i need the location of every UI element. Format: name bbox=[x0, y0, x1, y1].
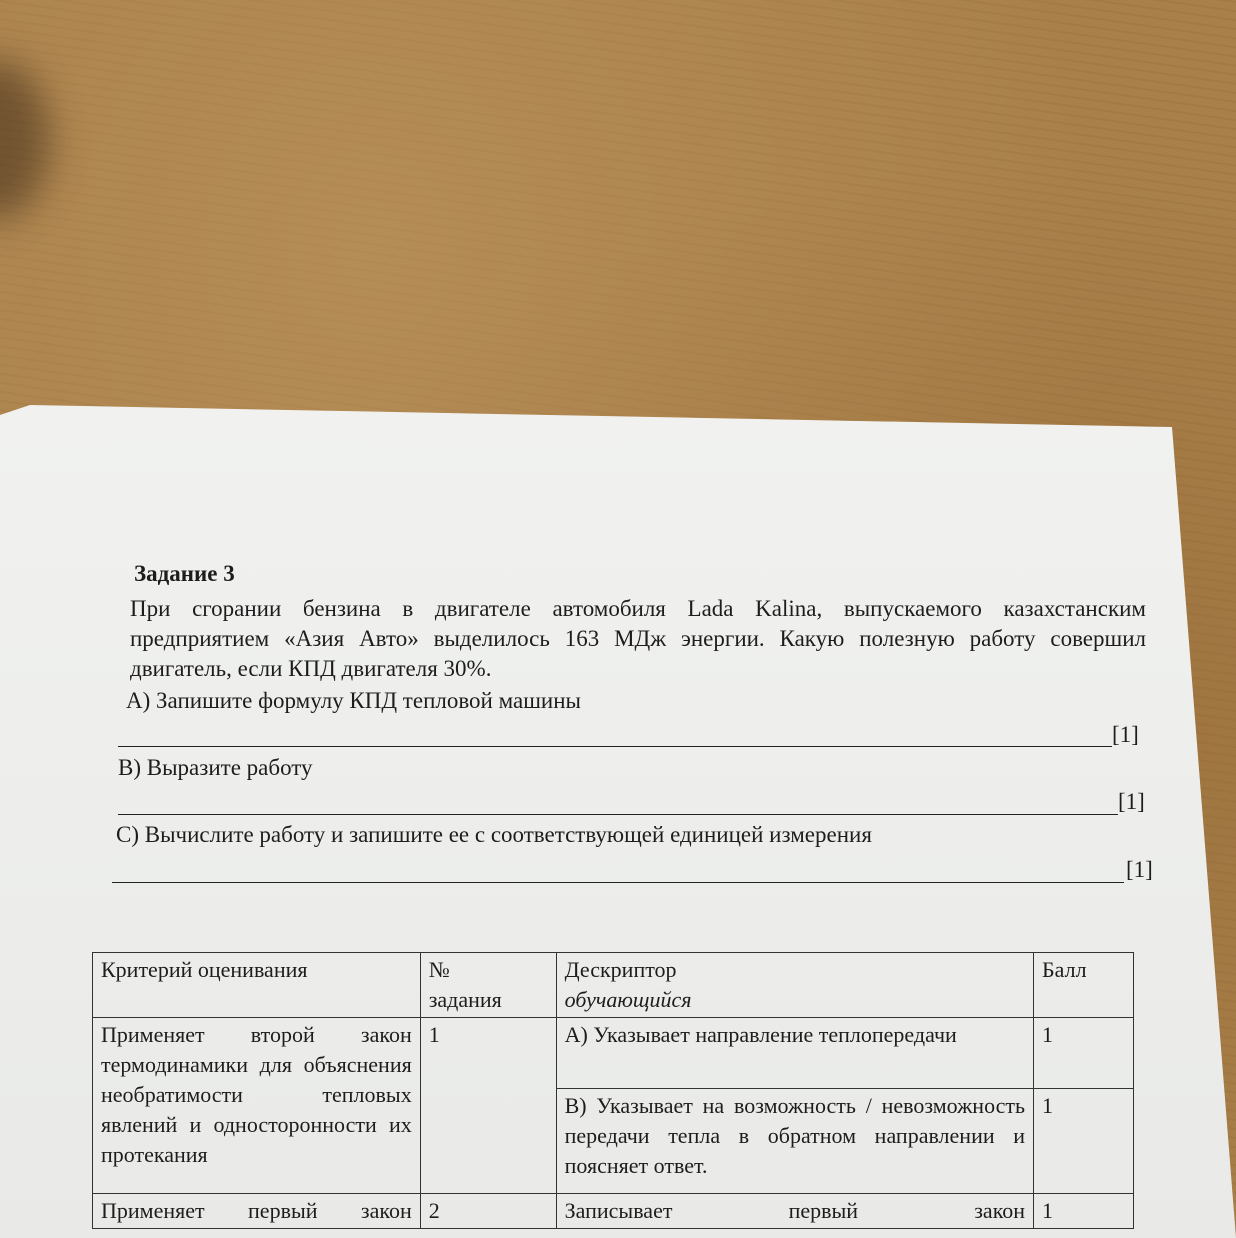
task-number-cell: 2 bbox=[420, 1194, 556, 1229]
header-descriptor-1: Дескриптор bbox=[564, 957, 677, 982]
task-title: Задание 3 bbox=[134, 561, 235, 586]
task-text: При сгорании бензина в двигателе автомобиля Lada Kalina, выпускаемого казахстанским предприятием «Азия Авто» выделилось 163 МДж энергии. Какую полезную работу совершил двигатель, если КПД двигателя 30%. bbox=[130, 596, 1146, 681]
table-header-row bbox=[93, 953, 1134, 1018]
header-descriptor-2: обучающийся bbox=[564, 987, 692, 1012]
header-points: Балл bbox=[1034, 953, 1134, 1018]
assessment-table bbox=[92, 952, 1134, 1229]
points-cell: 1 bbox=[1034, 1089, 1134, 1194]
header-criterion: Критерий оценивания bbox=[93, 953, 421, 1018]
descriptor-cell: Записывает первый закон bbox=[556, 1194, 1033, 1229]
answer-line-b[interactable] bbox=[118, 814, 1118, 815]
score-b: [1] bbox=[1118, 789, 1145, 814]
table-row bbox=[93, 1018, 1134, 1089]
question-a: A) Запишите формулу КПД тепловой машины bbox=[126, 688, 582, 713]
question-b: B) Выразите работу bbox=[118, 755, 313, 780]
question-c: C) Вычислите работу и запишите ее с соответствующей единицей измерения bbox=[116, 822, 872, 847]
answer-line-a[interactable] bbox=[118, 746, 1112, 747]
header-task-number-2: задания bbox=[428, 987, 502, 1012]
score-a: [1] bbox=[1112, 722, 1139, 747]
descriptor-cell: A) Указывает направление теплопередачи bbox=[556, 1018, 1033, 1089]
descriptor-cell: B) Указывает на возможность / невозможность передачи тепла в обратном направлении и поясняет ответ. bbox=[556, 1089, 1033, 1194]
header-task-number bbox=[420, 953, 556, 1018]
answer-line-c[interactable] bbox=[112, 882, 1124, 883]
header-task-number-1: № bbox=[428, 957, 450, 982]
criterion-cell: Применяет второй закон термодинамики для объяснения необратимости тепловых явлений и односторонности их протекания bbox=[93, 1018, 421, 1194]
header-descriptor bbox=[556, 953, 1033, 1018]
points-cell: 1 bbox=[1034, 1018, 1134, 1089]
points-cell: 1 bbox=[1034, 1194, 1134, 1229]
task-number-cell: 1 bbox=[420, 1018, 556, 1194]
score-c: [1] bbox=[1126, 857, 1153, 882]
table-row bbox=[93, 1194, 1134, 1229]
criterion-cell: Применяет первый закон bbox=[93, 1194, 421, 1229]
